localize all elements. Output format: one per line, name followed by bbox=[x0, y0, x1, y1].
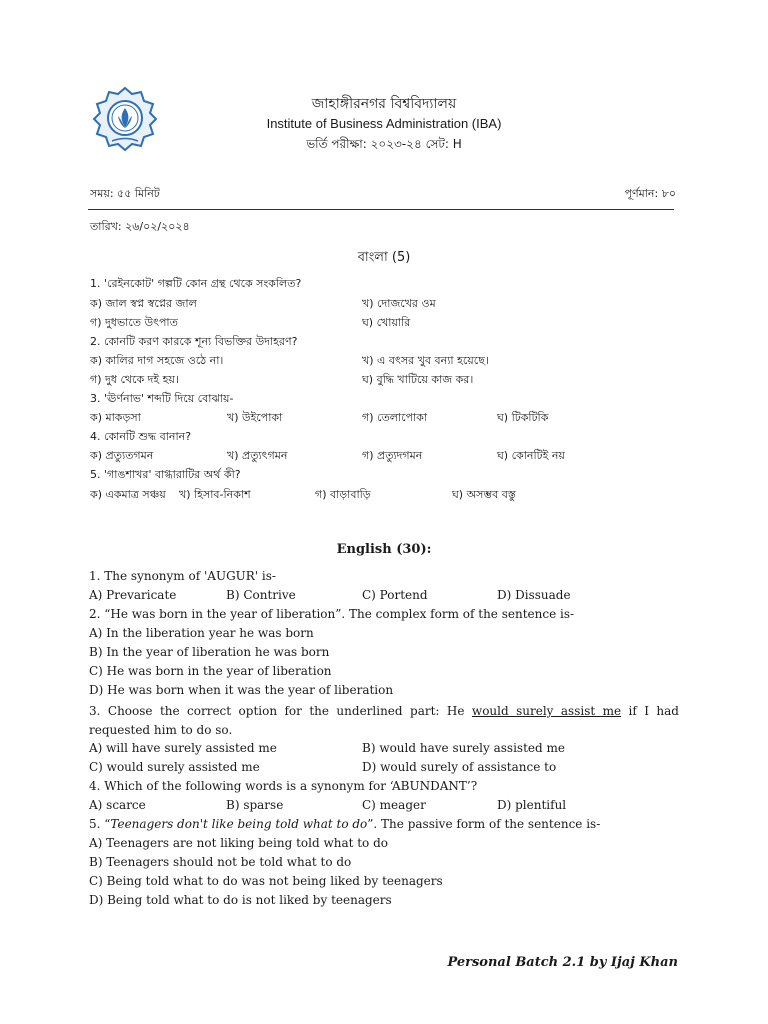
option: A) Teenagers are not liking being told what to do bbox=[89, 836, 389, 850]
option: A) Prevaricate bbox=[89, 588, 177, 602]
option: গ) দুধভাতে উৎপাত bbox=[90, 316, 178, 329]
english-question-3: 3. Choose the correct option for the underlined part: He would surely assist me if I had requested him to do so. bbox=[89, 704, 679, 737]
university-name: জাহাঙ্গীরনগর বিশ্ববিদ্যালয় bbox=[311, 96, 457, 112]
option: A) will have surely assisted me bbox=[89, 741, 277, 755]
bangla-section-title: বাংলা (5) bbox=[357, 250, 411, 265]
option: খ) দোজখের ওম bbox=[362, 297, 436, 310]
option: A) In the liberation year he was born bbox=[89, 626, 314, 640]
option: খ) হিসাব-নিকাশ bbox=[179, 488, 251, 501]
option: C) Being told what to do was not being liked by teenagers bbox=[89, 874, 443, 888]
underlined-part: would surely assist me bbox=[471, 704, 622, 718]
option: ঘ) অসম্ভব বস্তু bbox=[452, 488, 516, 501]
bangla-question-2: 2. কোনটি করণ কারকে শূন্য বিভক্তির উদাহরণ? bbox=[90, 335, 298, 348]
exam-date: তারিখ: ২৬/০২/২০২৪ bbox=[90, 220, 190, 233]
option: B) In the year of liberation he was born bbox=[89, 645, 330, 659]
option: গ) প্রত্যুদগমন bbox=[362, 449, 423, 462]
option: ক) প্রত্যুতগমন bbox=[90, 449, 154, 462]
english-question-5: 5. “Teenagers don't like being told what to do”. The passive form of the sentence is- bbox=[89, 817, 601, 831]
option: D) He was born when it was the year of liberation bbox=[89, 683, 394, 697]
exam-marks: পূর্ণমান: ৮০ bbox=[624, 187, 676, 200]
option: C) would surely assisted me bbox=[89, 760, 260, 774]
option: ঘ) খোয়ারি bbox=[362, 316, 411, 329]
option: B) Teenagers should not be told what to do bbox=[89, 855, 352, 869]
option: ক) মাকড়সা bbox=[90, 411, 141, 424]
option: B) sparse bbox=[226, 798, 284, 812]
option: খ) এ বৎসর খুব বন্যা হয়েছে। bbox=[362, 354, 489, 367]
option: ঘ) টিকটিকি bbox=[497, 411, 549, 424]
option: C) He was born in the year of liberation bbox=[89, 664, 332, 678]
exam-title: ভর্তি পরীক্ষা: ২০২৩-২৪ সেট: H bbox=[306, 137, 462, 151]
option: গ) দুধ থেকে দই হয়। bbox=[90, 373, 179, 386]
bangla-question-5: 5. 'গাঙশাখর' বাগ্ধারাটির অর্থ কী? bbox=[90, 468, 241, 481]
english-question-4: 4. Which of the following words is a synonym for ‘ABUNDANT’? bbox=[89, 779, 478, 793]
bangla-question-4: 4. কোনটি শুদ্ধ বানান? bbox=[90, 430, 192, 443]
footer-signature: Personal Batch 2.1 by Ijaj Khan bbox=[447, 955, 678, 970]
bangla-question-1: 1. 'রেইনকোট' গল্পটি কোন গ্রন্থ থেকে সংকলিত? bbox=[90, 277, 302, 290]
option: ক) কালির দাগ সহজে ওঠে না। bbox=[90, 354, 224, 367]
option: D) Dissuade bbox=[497, 588, 571, 602]
option: A) scarce bbox=[89, 798, 146, 812]
option: D) would surely of assistance to bbox=[362, 760, 557, 774]
option: খ) উইপোকা bbox=[227, 411, 283, 424]
institute-name: Institute of Business Administration (IBA) bbox=[266, 116, 502, 131]
english-question-1: 1. The synonym of 'AUGUR' is- bbox=[89, 569, 276, 583]
option: ক) একমাত্র সঞ্চয় bbox=[90, 488, 166, 501]
option: B) would have surely assisted me bbox=[362, 741, 565, 755]
option: D) Being told what to do is not liked by teenagers bbox=[89, 893, 392, 907]
divider bbox=[88, 209, 674, 210]
exam-time: সময়: ৫৫ মিনিট bbox=[90, 187, 160, 200]
option: ঘ) কোনটিই নয় bbox=[497, 449, 565, 462]
option: ঘ) বুদ্ধি খাটিয়ে কাজ কর। bbox=[362, 373, 474, 386]
english-section-title: English (30): bbox=[336, 542, 432, 557]
english-question-2: 2. “He was born in the year of liberation”. The complex form of the sentence is- bbox=[89, 607, 575, 621]
option: গ) তেলাপোকা bbox=[362, 411, 428, 424]
option: D) plentiful bbox=[497, 798, 567, 812]
option: C) Portend bbox=[362, 588, 428, 602]
option: গ) বাড়াবাড়ি bbox=[315, 488, 371, 501]
bangla-question-3: 3. 'ঊর্ণনাভ' শব্দটি দিয়ে বোঝায়- bbox=[90, 392, 234, 405]
option: C) meager bbox=[362, 798, 426, 812]
option: B) Contrive bbox=[226, 588, 296, 602]
option: খ) প্রত্যুৎগমন bbox=[227, 449, 288, 462]
option: ক) জাল স্বপ্ন স্বপ্নের জাল bbox=[90, 297, 197, 310]
